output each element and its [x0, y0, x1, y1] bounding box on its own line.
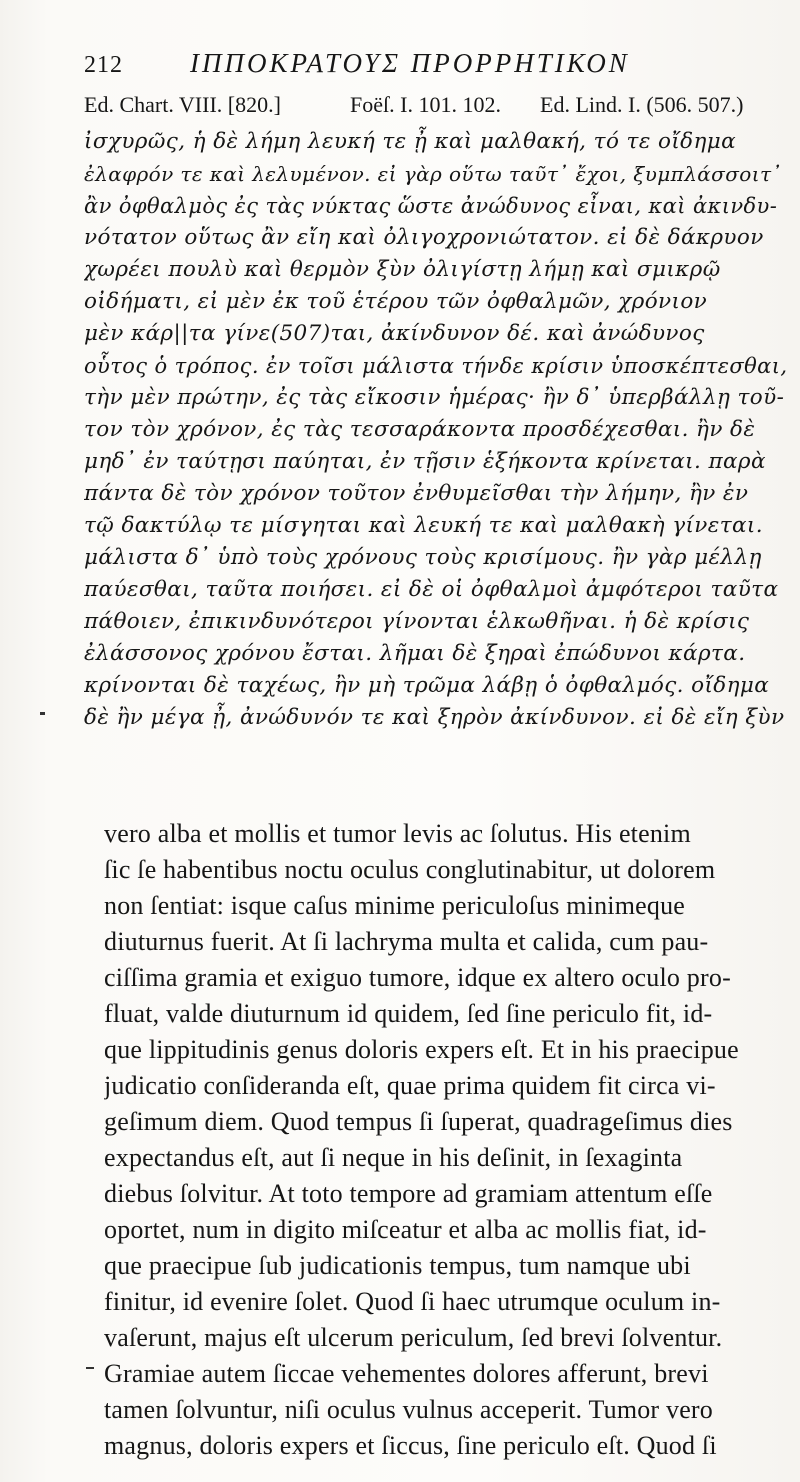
greek-line: παύεσθαι, ταῦτα ποιήσει. εἰ δὲ οἱ ὀφθαλμοὶ ἀμφότεροι ταῦτα	[84, 577, 779, 602]
latin-line: judicatio conſideranda eſt, quae prima quidem fit circa vi-	[104, 1071, 716, 1100]
latin-line: diebus ſolvitur. At toto tempore ad gramiam attentum eſſe	[104, 1179, 713, 1208]
edition-foes: Foëſ. I. 101. 102.	[350, 92, 501, 117]
greek-line: μηδ᾽ ἐν ταύτῃσι παύηται, ἐν τῇσιν ἑξήκοντα κρίνεται. παρὰ	[84, 449, 766, 474]
latin-line: que praecipue ſub judicationis tempus, tum namque ubi	[104, 1251, 691, 1280]
latin-line: fluat, valde diuturnum id quidem, ſed ſine periculo fit, id-	[104, 999, 713, 1028]
latin-line: oportet, num in digito miſceatur et alba ac mollis fiat, id-	[104, 1215, 707, 1244]
edition-references	[84, 92, 784, 124]
latin-line: geſimum diem. Quod tempus ſi ſuperat, quadrageſimus dies	[104, 1107, 733, 1136]
greek-line: ἰσχυρῶς, ἡ δὲ λήμη λευκή τε ᾖ καὶ μαλθακή, τό τε οἴδημα	[84, 129, 737, 154]
greek-line: μὲν κάρ||τα γίνε(507)ται, ἀκίνδυνον δέ. καὶ ἀνώδυνος	[84, 321, 705, 346]
greek-line: κρίνονται δὲ ταχέως, ἢν μὴ τρῶμα λάβῃ ὁ ὀφθαλμός. οἴδημα	[84, 673, 770, 698]
latin-line: finitur, id evenire ſolet. Quod ſi haec utrumque oculum in-	[104, 1287, 721, 1316]
greek-line: ἐλάσσονος χρόνου ἔσται. λῆμαι δὲ ξηραὶ ἐπώδυνοι κάρτα.	[84, 641, 746, 666]
edition-chart: Ed. Chart. VIII. [820.]	[84, 92, 281, 117]
greek-line: μάλιστα δ᾽ ὑπὸ τοὺς χρόνους τοὺς κρισίμους. ἢν γὰρ μέλλῃ	[84, 545, 762, 570]
page-header	[84, 48, 784, 88]
greek-line: νότατον οὕτως ἂν εἴη καὶ ὀλιγοχρονιώτατον. εἰ δὲ δάκρυον	[84, 225, 764, 250]
latin-line: expectandus eſt, aut ſi neque in his deſinit, in ſexaginta	[104, 1143, 683, 1172]
latin-line: ciſſima gramia et exiguo tumore, idque ex altero oculo pro-	[104, 963, 731, 992]
latin-line: vero alba et mollis et tumor levis ac ſolutus. His etenim	[104, 819, 691, 848]
latin-line: non ſentiat: isque caſus minime periculoſus minimeque	[104, 891, 686, 920]
greek-line: ἂν ὀφθαλμὸς ἐς τὰς νύκτας ὥστε ἀνώδυνος εἶναι, καὶ ἀκινδυ-	[84, 194, 778, 218]
edition-lind: Ed. Lind. I. (506. 507.)	[540, 92, 744, 117]
latin-line: vaſerunt, majus eſt ulcerum periculum, ſed brevi ſolventur.	[104, 1323, 723, 1352]
greek-line: χωρέει πουλὺ καὶ θερμὸν ξὺν ὀλιγίστῃ λήμῃ καὶ σμικρῷ	[84, 257, 721, 282]
running-title: ΙΠΠΟΚΡΑΤΟΥΣ ΠΡΟΡΡΗΤΙΚΟΝ	[190, 48, 630, 78]
margin-dash	[86, 1367, 94, 1369]
greek-line: πάθοιεν, ἐπικινδυνότεροι γίνονται ἑλκωθῆναι. ἡ δὲ κρίσις	[84, 609, 750, 634]
latin-line: Gramiae autem ſiccae vehementes dolores afferunt, brevi	[104, 1359, 709, 1388]
greek-line: οὗτος ὁ τρόπος. ἐν τοῖσι μάλιστα τήνδε κρίσιν ὑποσκέπτεσθαι,	[84, 354, 788, 378]
greek-line: τὴν μὲν πρώτην, ἐς τὰς εἴκοσιν ἡμέρας· ἢν δ᾽ ὑπερβάλλῃ τοῦ-	[84, 385, 785, 410]
greek-line: ἐλαφρόν τε καὶ λελυμένον. εἰ γὰρ οὕτω ταῦτ᾽ ἔχοι, ξυμπλάσσοιτ᾽	[84, 162, 782, 186]
latin-line: magnus, doloris expers et ſiccus, ſine periculo eſt. Quod ſi	[104, 1431, 717, 1460]
greek-text-block	[84, 126, 790, 746]
greek-line: δὲ ἢν μέγα ᾖ, ἀνώδυνόν τε καὶ ξηρὸν ἀκίνδυνον. εἰ δὲ εἴη ξὺν	[84, 705, 785, 730]
greek-line: πάντα δὲ τὸν χρόνον τοῦτον ἐνθυμεῖσθαι τὴν λήμην, ἢν ἐν	[84, 481, 749, 506]
latin-line: tamen ſolvuntur, niſi oculus vulnus acceperit. Tumor vero	[104, 1395, 713, 1424]
latin-line: que lippitudinis genus doloris expers eſt. Et in his praecipue	[104, 1035, 739, 1064]
latin-translation-block	[84, 816, 790, 1466]
greek-line: τον τὸν χρόνον, ἐς τὰς τεσσαράκοντα προσδέχεσθαι. ἢν δὲ	[84, 417, 756, 442]
latin-line: ſic ſe habentibus noctu oculus conglutinabitur, ut dolorem	[104, 855, 716, 884]
greek-line: οἰδήματι, εἰ μὲν ἐκ τοῦ ἑτέρου τῶν ὀφθαλμῶν, χρόνιον	[84, 289, 708, 314]
latin-line: diuturnus fuerit. At ſi lachryma multa et calida, cum pau-	[104, 927, 709, 956]
greek-line: τῷ δακτύλῳ τε μίσγηται καὶ λευκή τε καὶ μαλθακὴ γίνεται.	[84, 513, 763, 538]
margin-mark	[40, 712, 45, 715]
page-number: 212	[84, 52, 123, 78]
